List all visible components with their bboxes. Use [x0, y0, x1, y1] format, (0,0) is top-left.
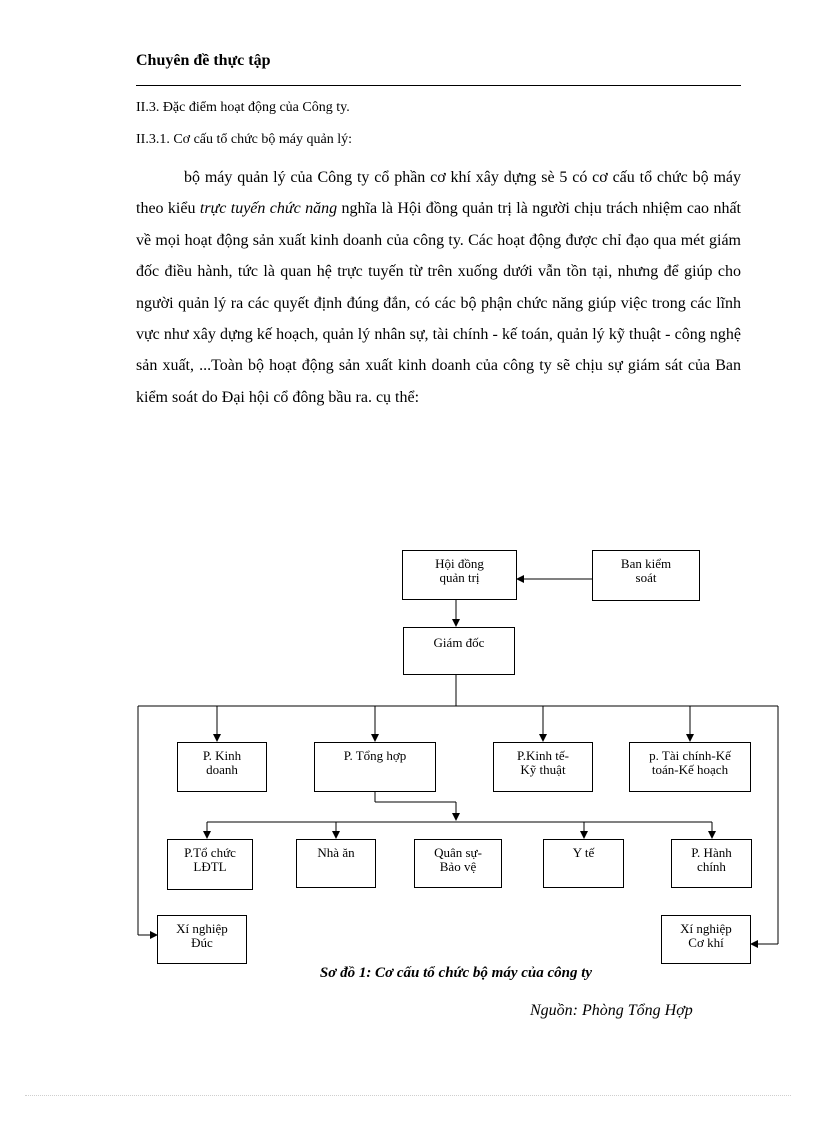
source-note: Nguồn: Phòng Tổng Hợp — [530, 1002, 693, 1019]
document-header: Chuyên đề thực tập — [136, 52, 271, 69]
section-heading: II.3. Đặc điểm hoạt động của Công ty. — [136, 100, 350, 115]
board-of-directors-box: Hội đồng quản trị — [402, 550, 517, 600]
director-box: Giám đốc — [403, 627, 515, 675]
mechanical-enterprise-box: Xí nghiệp Cơ khí — [661, 915, 751, 964]
personnel-dept-box: P.Tổ chức LĐTL — [167, 839, 253, 890]
paragraph-part-2: nghĩa là Hội đồng quản trị là người chịu trách nhiệm cao nhất về mọi hoạt động sản xuất kinh doanh của công ty. Các hoạt động được chỉ đạo qua mét giám đốc điều hành, tức là quan hệ trực tuyến từ trên xuống dưới vẫn tồn tại, nhưng để giúp cho người quản lý ra các quyết định đúng đắn, có các bộ phận chức năng giúp việc trong các lĩnh vực như xây dựng kế hoạch, quản lý nhân sự, tài chính - kế toán, quản lý kỹ thuật - công nghệ sản xuất, ...Toàn bộ hoạt động sản xuất kinh doanh của công ty sẽ chịu sự giám sát của Ban kiểm soát do Đại hội cổ đông bầu ra. cụ thể: — [136, 200, 741, 406]
business-dept-box: P. Kinh doanh — [177, 742, 267, 792]
medical-box: Y tế — [543, 839, 624, 888]
general-dept-box: P. Tổng hợp — [314, 742, 436, 792]
foundry-enterprise-box: Xí nghiệp Đúc — [157, 915, 247, 964]
page-bottom-divider — [25, 1095, 791, 1096]
finance-dept-box: p. Tài chính-Kế toán-Kế hoạch — [629, 742, 751, 792]
chart-caption: Sơ đồ 1: Cơ cấu tổ chức bộ máy của công ty — [319, 965, 593, 981]
subsection-heading: II.3.1. Cơ cấu tổ chức bộ máy quản lý: — [136, 132, 352, 147]
admin-dept-box: P. Hành chính — [671, 839, 752, 888]
economic-tech-dept-box: P.Kinh tế- Kỹ thuật — [493, 742, 593, 792]
military-security-box: Quân sự- Bảo vệ — [414, 839, 502, 888]
paragraph-part-1: bộ máy quản lý của Công ty cổ phần cơ khí xây dựng sè 5 có cơ cấu tổ chức bộ máy theo kiểu — [136, 169, 741, 218]
paragraph-italic: trực tuyến chức năng — [199, 200, 338, 218]
supervisory-board-box: Ban kiểm soát — [592, 550, 700, 601]
canteen-box: Nhà ăn — [296, 839, 376, 888]
